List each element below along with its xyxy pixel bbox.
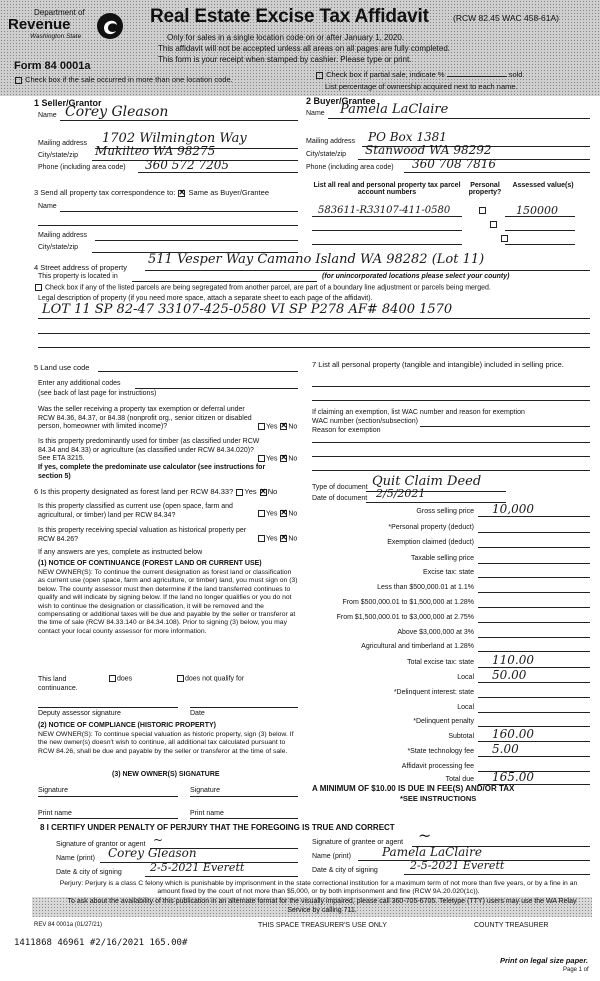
accessibility-note: To ask about the availability of this publication in an alternate format for the visually impaired, please call 360-705-6705. Teletype (TTY) users may use the WA Relay Service by calling 711. xyxy=(67,898,577,914)
doc-date-label: Date of document xyxy=(312,495,368,502)
checkbox-historic-yes[interactable] xyxy=(258,535,265,542)
q-timber-yn: Yes ✕ No xyxy=(257,455,297,462)
section3-heading: 3 Send all property tax correspondence to: ✕ Same as Buyer/Grantee xyxy=(34,188,269,197)
dor-logo xyxy=(8,8,126,52)
checkbox-segregated[interactable] xyxy=(35,284,42,291)
checkbox-q1-no[interactable] xyxy=(280,423,287,430)
form-title: Real Estate Excise Tax Affidavit xyxy=(150,6,429,27)
section6-heading: 6 Is this property designated as forest land per RCW 84.33? Yes ✕ No xyxy=(34,487,277,496)
see-list: (see back of last page for instructions) xyxy=(38,390,157,397)
seller-name[interactable]: Corey Gleason xyxy=(65,104,169,120)
q-historic: Is this property receiving special valuation as historical property per RCW 84.26? xyxy=(38,527,247,543)
calc-t2: From $500,000.01 to $1,500,000 at 1.28% xyxy=(342,599,474,606)
print-legal-note: Print on legal size paper. xyxy=(500,956,588,965)
cb-partial-sale[interactable]: Check box if partial sale, indicate % sold. xyxy=(315,70,525,79)
calc-techfee-value[interactable]: 5.00 xyxy=(492,742,519,756)
calc-personal-label: *Personal property (deduct) xyxy=(388,524,474,531)
located-label: This property is located in xyxy=(38,273,118,280)
sig-label-2: Signature xyxy=(190,787,220,794)
parcel-col3: Assessed value(s) xyxy=(512,182,574,189)
print-name-label-2: Print name xyxy=(190,810,224,817)
rev-number: REV 84 0001a (01/27/21) xyxy=(34,922,103,928)
q-exemption: Was the seller receiving a property tax exemption or deferral under RCW 84.36, 84.37, or 84.38 (nonprofit org., senior citizen or disabled person, homeowner with limited income)? xyxy=(38,406,252,430)
deputy-sig-label: Deputy assessor signature xyxy=(38,710,121,717)
buyer-name-label: Name xyxy=(306,110,325,117)
continuance-text: NEW OWNER(S): To continue the current designation as forest land or classification as current use (open space, farm and agriculture, or timber) land, you must sign on (3) below. The county assessor must then determine if the land transferred continues to qualify and will indicate by signing below. If the land no longer qualifies or you do not wish to continue the designation or classification, it will be removed and the compensating or additional taxes will be due and payable by the seller or transferor at the time of sale (RCW 84.33.140 or 84.34.108). Prior to signing (3) below, you may contact your local county assessor for more information. xyxy=(38,569,298,635)
calc-excise-label: Excise tax: state xyxy=(423,569,474,576)
q-exemption-yn: Yes ✕ No xyxy=(257,423,297,430)
calc-subtotal-value[interactable]: 160.00 xyxy=(492,727,534,741)
legal-label: Legal description of property (if you need more space, attach a separate sheet to each page of the affidavit). xyxy=(38,295,373,302)
buyer-mail[interactable]: PO Box 1381 xyxy=(368,130,447,144)
calc-field-line xyxy=(478,532,590,533)
calc-affidavit-fee-label: Affidavit processing fee xyxy=(401,763,474,770)
section7-heading: 7 List all personal property (tangible and intangible) included in selling price. xyxy=(312,360,564,369)
buyer-phone[interactable]: 360 708 7816 xyxy=(412,157,496,171)
exempt-line3: Reason for exemption xyxy=(312,427,381,434)
grantee-date[interactable]: 2-5-2021 Everett xyxy=(410,859,505,872)
s3-mail-label: Mailing address xyxy=(38,232,88,239)
assessed-value-1[interactable]: 150000 xyxy=(516,204,558,217)
calc-field-line xyxy=(478,592,590,593)
checkbox-same-as-buyer[interactable] xyxy=(178,190,185,197)
dept-line1: Department of xyxy=(34,8,85,17)
new-owner-sig-heading: (3) NEW OWNER(S) SIGNATURE xyxy=(112,771,220,778)
calc-t1: Less than $500,000.01 at 1.1% xyxy=(377,584,474,591)
perjury-note: Perjury: Perjury is a class C felony which is punishable by imprisonment in the state correctional institution for a maximum term of not more than five years, or by a fine in an amount fixed by the court of not more than $5,000, or by both imprisonment and fine (RCW 9A.20.020(1c)). xyxy=(59,880,578,896)
deputy-date-label: Date xyxy=(190,710,205,717)
calc-taxable-label: Taxable selling price xyxy=(410,555,474,562)
buyer-phone-label: Phone (including area code) xyxy=(306,164,394,171)
calc-t5: Agricultural and timberland at 1.28% xyxy=(361,643,474,650)
calc-subtotal-label: Subtotal xyxy=(448,733,474,740)
calc-local-value[interactable]: 50.00 xyxy=(492,668,527,682)
grantee-sig-label: Signature of grantee or agent xyxy=(312,839,404,846)
seller-name-label: Name xyxy=(38,112,57,119)
calc-techfee-label: *State technology fee xyxy=(407,748,474,755)
s3-name-label: Name xyxy=(38,203,57,210)
calc-delinq-local-label: Local xyxy=(457,704,474,711)
add-codes-label: Enter any additional codes xyxy=(38,380,121,387)
checkbox-q2-no[interactable] xyxy=(280,455,287,462)
calc-gross-label: Gross selling price xyxy=(416,508,474,515)
grantee-name[interactable]: Pamela LaClaire xyxy=(382,845,482,859)
section5-heading: 5 Land use code xyxy=(34,363,90,372)
calc-exemption-label: Exemption claimed (deduct) xyxy=(387,539,474,546)
personal-property-cb-3[interactable] xyxy=(501,235,508,242)
calc-total-due-label: Total due xyxy=(445,776,474,783)
grantor-name[interactable]: Corey Gleason xyxy=(108,846,197,860)
section4-heading: 4 Street address of property xyxy=(34,263,127,272)
seller-heading: 1 Seller/Grantor xyxy=(34,98,102,108)
calc-t3: From $1,500,000.01 to $3,000,000 at 2.75% xyxy=(336,614,474,621)
does-not-option[interactable]: does not qualify for xyxy=(176,675,244,682)
seller-phone[interactable]: 360 572 7205 xyxy=(145,158,229,172)
parcel-col2: Personal property? xyxy=(468,182,502,196)
calc-local-label: Local xyxy=(457,674,474,681)
buyer-mail-label: Mailing address xyxy=(306,138,356,145)
partial-list-note: List percentage of ownership acquired next to each name. xyxy=(325,82,518,91)
grantor-name-label: Name (print) xyxy=(56,855,95,862)
recording-stamp: 1411868 46961 #2/16/2021 165.00# xyxy=(14,938,188,948)
doc-type[interactable]: Quit Claim Deed xyxy=(372,474,482,489)
treasurer-space: THIS SPACE TREASURER'S USE ONLY xyxy=(258,922,387,929)
seller-city-label: City/state/zip xyxy=(38,152,79,159)
calc-field-line xyxy=(478,756,590,757)
grantee-date-label: Date & city of signing xyxy=(312,867,378,874)
buyer-city[interactable]: Stanwood WA 98292 xyxy=(365,143,492,157)
located-note: (for unincorporated locations please select your county) xyxy=(322,273,510,280)
form-title-ref: (RCW 82.45 WAC 458-61A) xyxy=(453,13,559,23)
this-land: This land xyxy=(38,676,67,683)
grantor-date-label: Date & city of signing xyxy=(56,869,122,876)
checkbox-current-use-yes[interactable] xyxy=(258,510,265,517)
continuance-heading: (1) NOTICE OF CONTINUANCE (FOREST LAND OR CURRENT USE) xyxy=(38,560,262,567)
checkbox-q1-yes[interactable] xyxy=(258,423,265,430)
seller-phone-label: Phone (including area code) xyxy=(38,164,126,171)
calc-field-line xyxy=(478,577,590,578)
checkbox-forest-no[interactable] xyxy=(260,489,267,496)
if-any-yes: If any answers are yes, complete as instructed below xyxy=(38,549,203,556)
calc-field-line xyxy=(478,712,590,713)
dept-line3: Washington State xyxy=(30,33,82,40)
checkbox-does[interactable] xyxy=(109,675,116,682)
calc-field-line xyxy=(478,563,590,564)
personal-property-cb-1[interactable] xyxy=(479,207,486,214)
personal-property-cb-2[interactable] xyxy=(490,221,497,228)
grantor-date[interactable]: 2-5-2021 Everett xyxy=(150,861,245,874)
calc-field-line xyxy=(478,697,590,698)
calc-delinq-state-label: *Delinquent interest: state xyxy=(393,689,474,696)
seller-city[interactable]: Mukilteo WA 98275 xyxy=(95,144,216,158)
print-name-label-1: Print name xyxy=(38,810,72,817)
buyer-name[interactable]: Pamela LaClaire xyxy=(340,102,449,117)
cb-segregated[interactable]: Check box if any of the listed parcels are being segregated from another parcel, are part of a boundary line adjustment or parcels being merged. xyxy=(34,284,491,291)
q-timber-note: If yes, complete the predominate use calculator (see instructions for section 5) xyxy=(38,464,266,480)
seller-mail[interactable]: 1702 Wilmington Way xyxy=(102,131,247,146)
exempt-line2: WAC number (section/subsection) xyxy=(312,418,418,425)
calc-field-line xyxy=(478,547,590,548)
parcel-number-1[interactable]: 583611-R33107-411-0580 xyxy=(318,205,451,216)
grantor-sig-label: Signature of grantor or agent xyxy=(56,841,146,848)
cb-more-location[interactable]: Check box if the sale occurred in more than one location code. xyxy=(14,75,233,84)
calc-total-due-value[interactable]: 165.00 xyxy=(492,770,534,784)
sig-label-1: Signature xyxy=(38,787,68,794)
checkbox-does-not[interactable] xyxy=(177,675,184,682)
q-current-use-yn: Yes ✕ No xyxy=(257,510,297,517)
s3-city-label: City/state/zip xyxy=(38,244,79,251)
checkbox-more-location[interactable] xyxy=(15,77,22,84)
legal-description[interactable]: LOT 11 SP 82-47 33107-425-0580 VI SP P278 AF# 8400 1570 xyxy=(42,302,453,317)
sub-line2: This affidavit will not be accepted unless all areas on all pages are fully completed. xyxy=(158,44,451,53)
sub-line3: This form is your receipt when stamped by cashier. Please type or print. xyxy=(158,55,412,64)
grantee-name-label: Name (print) xyxy=(312,853,351,860)
calc-field-line xyxy=(478,651,590,652)
calc-total-state-value[interactable]: 110.00 xyxy=(492,653,534,667)
q-historic-yn: Yes ✕ No xyxy=(257,535,297,542)
parcel-col1: List all real and personal property tax parcel account numbers xyxy=(313,182,461,196)
calc-t4: Above $3,000,000 at 3% xyxy=(397,629,474,636)
calc-field-line xyxy=(478,637,590,638)
calc-field-line xyxy=(478,622,590,623)
grantee-signature[interactable]: ~ xyxy=(418,826,432,845)
calc-field-line xyxy=(478,607,590,608)
see-instructions: *SEE INSTRUCTIONS xyxy=(400,794,477,803)
historic-text: NEW OWNER(S): To continue special valuation as historic property, sign (3) below. If the new owner(s) doesn't wish to continue, all additional tax calculated pursuant to RCW 84.26, shall be due and payable by the seller or transferor at the time of sale. xyxy=(38,731,294,755)
calc-field-line xyxy=(478,516,590,517)
q-timber: Is this property predominantly used for timber (as classified under RCW 84.34 and 84.33) or agriculture (as classified under RCW 84.34.020)? See ETA 3215. xyxy=(38,438,260,462)
property-address[interactable]: 511 Vesper Way Camano Island WA 98282 (Lot 11) xyxy=(148,252,485,267)
county-treasurer: COUNTY TREASURER xyxy=(474,922,549,929)
continuance: continuance. xyxy=(38,685,78,692)
buyer-heading: 2 Buyer/Grantee xyxy=(306,96,376,106)
minimum-due: A MINIMUM OF $10.00 IS DUE IN FEE(S) AND/OR TAX xyxy=(312,784,515,793)
checkbox-historic-no[interactable] xyxy=(280,535,287,542)
doc-type-label: Type of document xyxy=(312,484,368,491)
calc-field-line xyxy=(478,682,590,683)
checkbox-q2-yes[interactable] xyxy=(258,455,265,462)
grantor-signature[interactable]: ~ xyxy=(153,833,164,847)
dor-swirl-icon xyxy=(96,12,124,40)
calc-penalty-label: *Delinquent penalty xyxy=(413,718,474,725)
doc-date[interactable]: 2/5/2021 xyxy=(376,487,426,500)
checkbox-partial-sale[interactable] xyxy=(316,72,323,79)
calc-gross-value[interactable]: 10,000 xyxy=(492,502,534,516)
form-number: Form 84 0001a xyxy=(14,60,91,72)
historic-heading: (2) NOTICE OF COMPLIANCE (HISTORIC PROPERTY) xyxy=(38,722,216,729)
page-number: Page 1 of xyxy=(563,967,589,973)
section8-heading: 8 I CERTIFY UNDER PENALTY OF PERJURY THAT THE FOREGOING IS TRUE AND CORRECT xyxy=(40,823,395,832)
dept-line2: Revenue xyxy=(8,16,71,33)
calc-total-state-label: Total excise tax: state xyxy=(407,659,474,666)
sub-line1: Only for sales in a single location code on or after January 1, 2020. xyxy=(167,33,405,42)
buyer-city-label: City/state/zip xyxy=(306,151,347,158)
checkbox-current-use-no[interactable] xyxy=(280,510,287,517)
seller-mail-label: Mailing address xyxy=(38,140,88,147)
does-option[interactable]: does xyxy=(108,675,132,682)
checkbox-forest-yes[interactable] xyxy=(236,489,243,496)
q-current-use: Is this property classified as current use (open space, farm and agricultural, or timber) land per RCW 84.34? xyxy=(38,503,233,519)
exempt-line1: If claiming an exemption, list WAC number and reason for exemption xyxy=(312,409,525,416)
